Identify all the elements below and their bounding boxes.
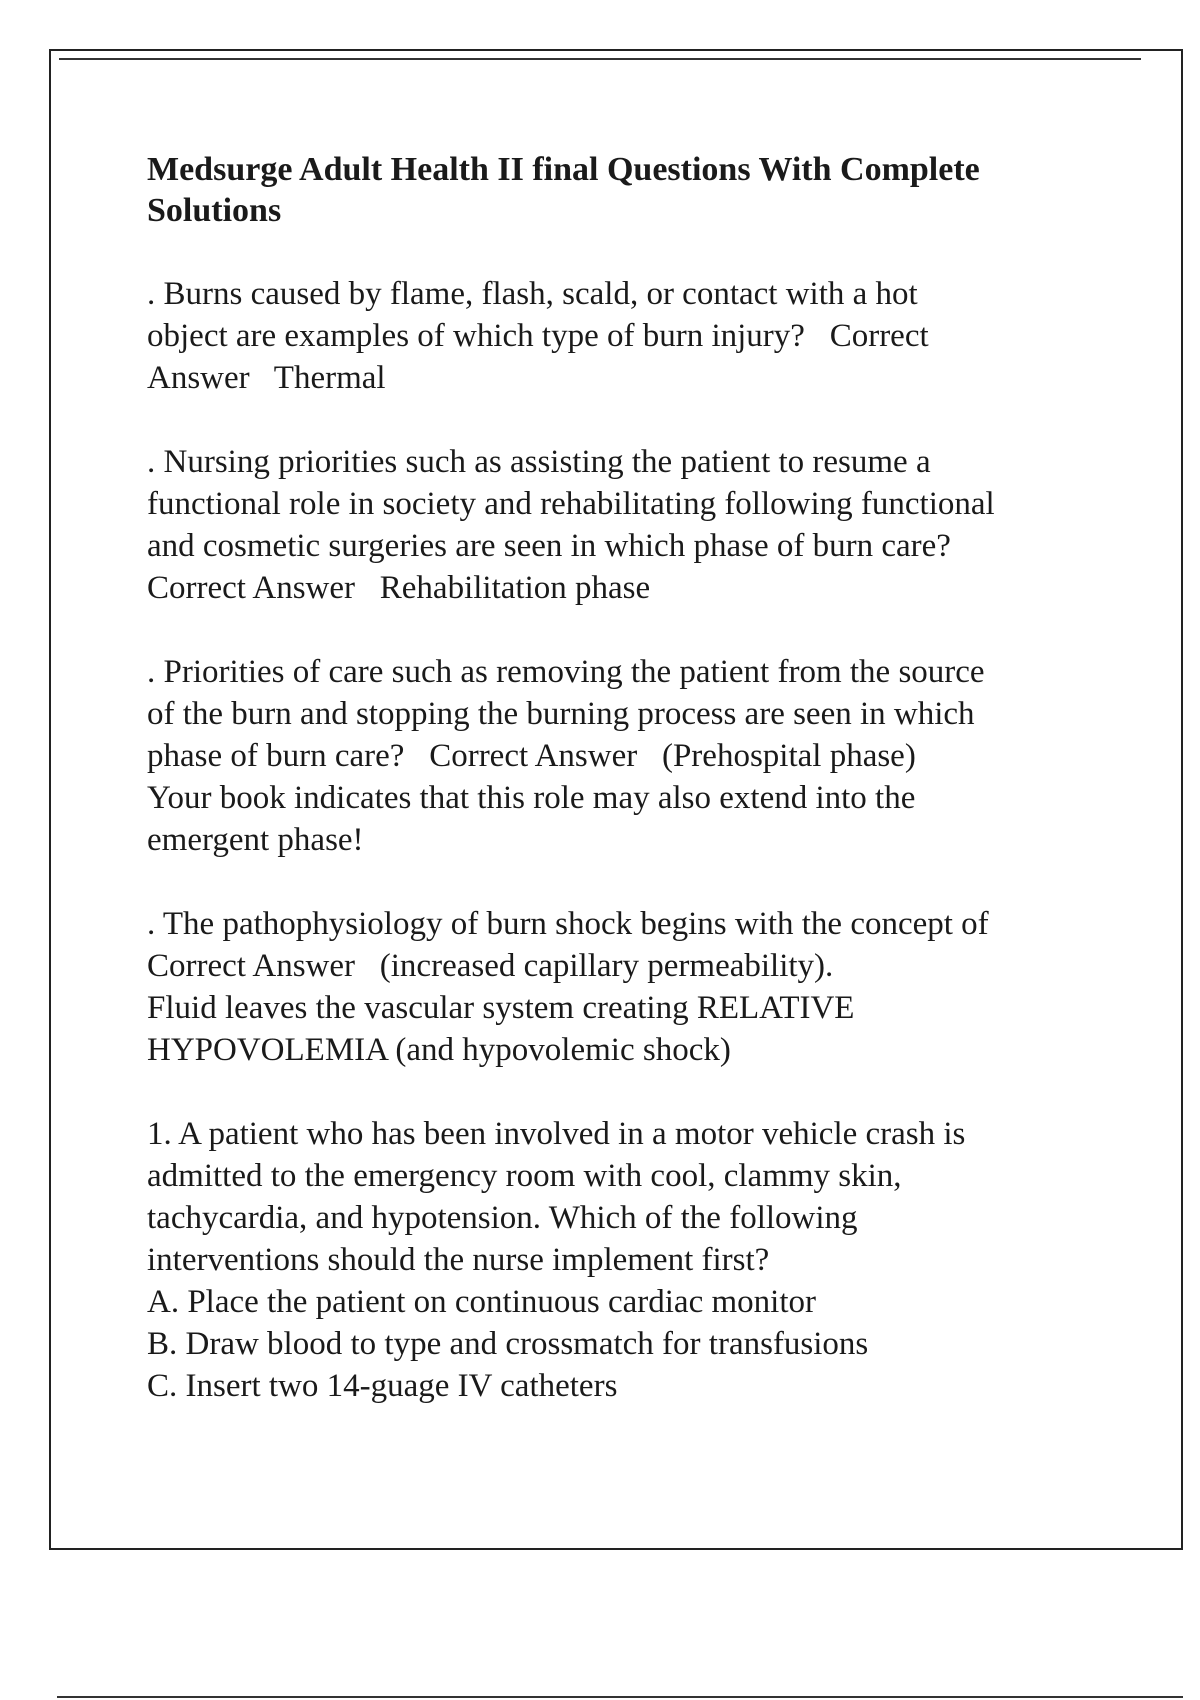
- qa-item-question-1: [147, 1113, 1137, 1407]
- title-line: Solutions: [147, 192, 282, 229]
- qa-line: tachycardia, and hypotension. Which of the following: [147, 1200, 858, 1236]
- qa-line: functional role in society and rehabilitating following functional: [147, 486, 995, 522]
- qa-line: Fluid leaves the vascular system creating RELATIVE: [147, 990, 855, 1026]
- qa-line: Your book indicates that this role may also extend into the: [147, 780, 916, 816]
- bottom-rule: [57, 1696, 1183, 1698]
- qa-line: emergent phase!: [147, 822, 364, 858]
- qa-line: Correct Answer (increased capillary permeability).: [147, 948, 834, 984]
- qa-line: Correct Answer Rehabilitation phase: [147, 570, 651, 606]
- qa-line: object are examples of which type of burn injury? Correct: [147, 318, 929, 354]
- qa-line: 1. A patient who has been involved in a motor vehicle crash is: [147, 1116, 966, 1152]
- page-frame: [49, 49, 1183, 1550]
- qa-line: of the burn and stopping the burning process are seen in which: [147, 696, 975, 732]
- qa-line: . Nursing priorities such as assisting the patient to resume a: [147, 444, 931, 480]
- qa-line: admitted to the emergency room with cool, clammy skin,: [147, 1158, 902, 1194]
- qa-line: Answer Thermal: [147, 360, 386, 396]
- qa-line: and cosmetic surgeries are seen in which phase of burn care?: [147, 528, 951, 564]
- qa-line: . Burns caused by flame, flash, scald, or contact with a hot: [147, 276, 918, 312]
- qa-line: interventions should the nurse implement first?: [147, 1242, 770, 1278]
- qa-item-burn-shock: [147, 903, 1137, 1071]
- top-rule: [59, 58, 1141, 60]
- qa-line: . The pathophysiology of burn shock begins with the concept of: [147, 906, 989, 942]
- answer-option-b: B. Draw blood to type and crossmatch for transfusions: [147, 1326, 869, 1362]
- answer-option-c: C. Insert two 14-guage IV catheters: [147, 1368, 618, 1404]
- document-content: [147, 149, 1137, 1449]
- qa-item-rehabilitation-phase: [147, 441, 1137, 609]
- qa-line: phase of burn care? Correct Answer (Prehospital phase): [147, 738, 916, 774]
- qa-item-prehospital-phase: [147, 651, 1137, 861]
- answer-option-a: A. Place the patient on continuous cardiac monitor: [147, 1284, 816, 1320]
- qa-line: HYPOVOLEMIA (and hypovolemic shock): [147, 1032, 731, 1068]
- title-line: Medsurge Adult Health II final Questions With Complete: [147, 151, 980, 188]
- qa-line: . Priorities of care such as removing the patient from the source: [147, 654, 985, 690]
- qa-item-thermal-burn: [147, 273, 1137, 399]
- document-title: [147, 149, 1137, 231]
